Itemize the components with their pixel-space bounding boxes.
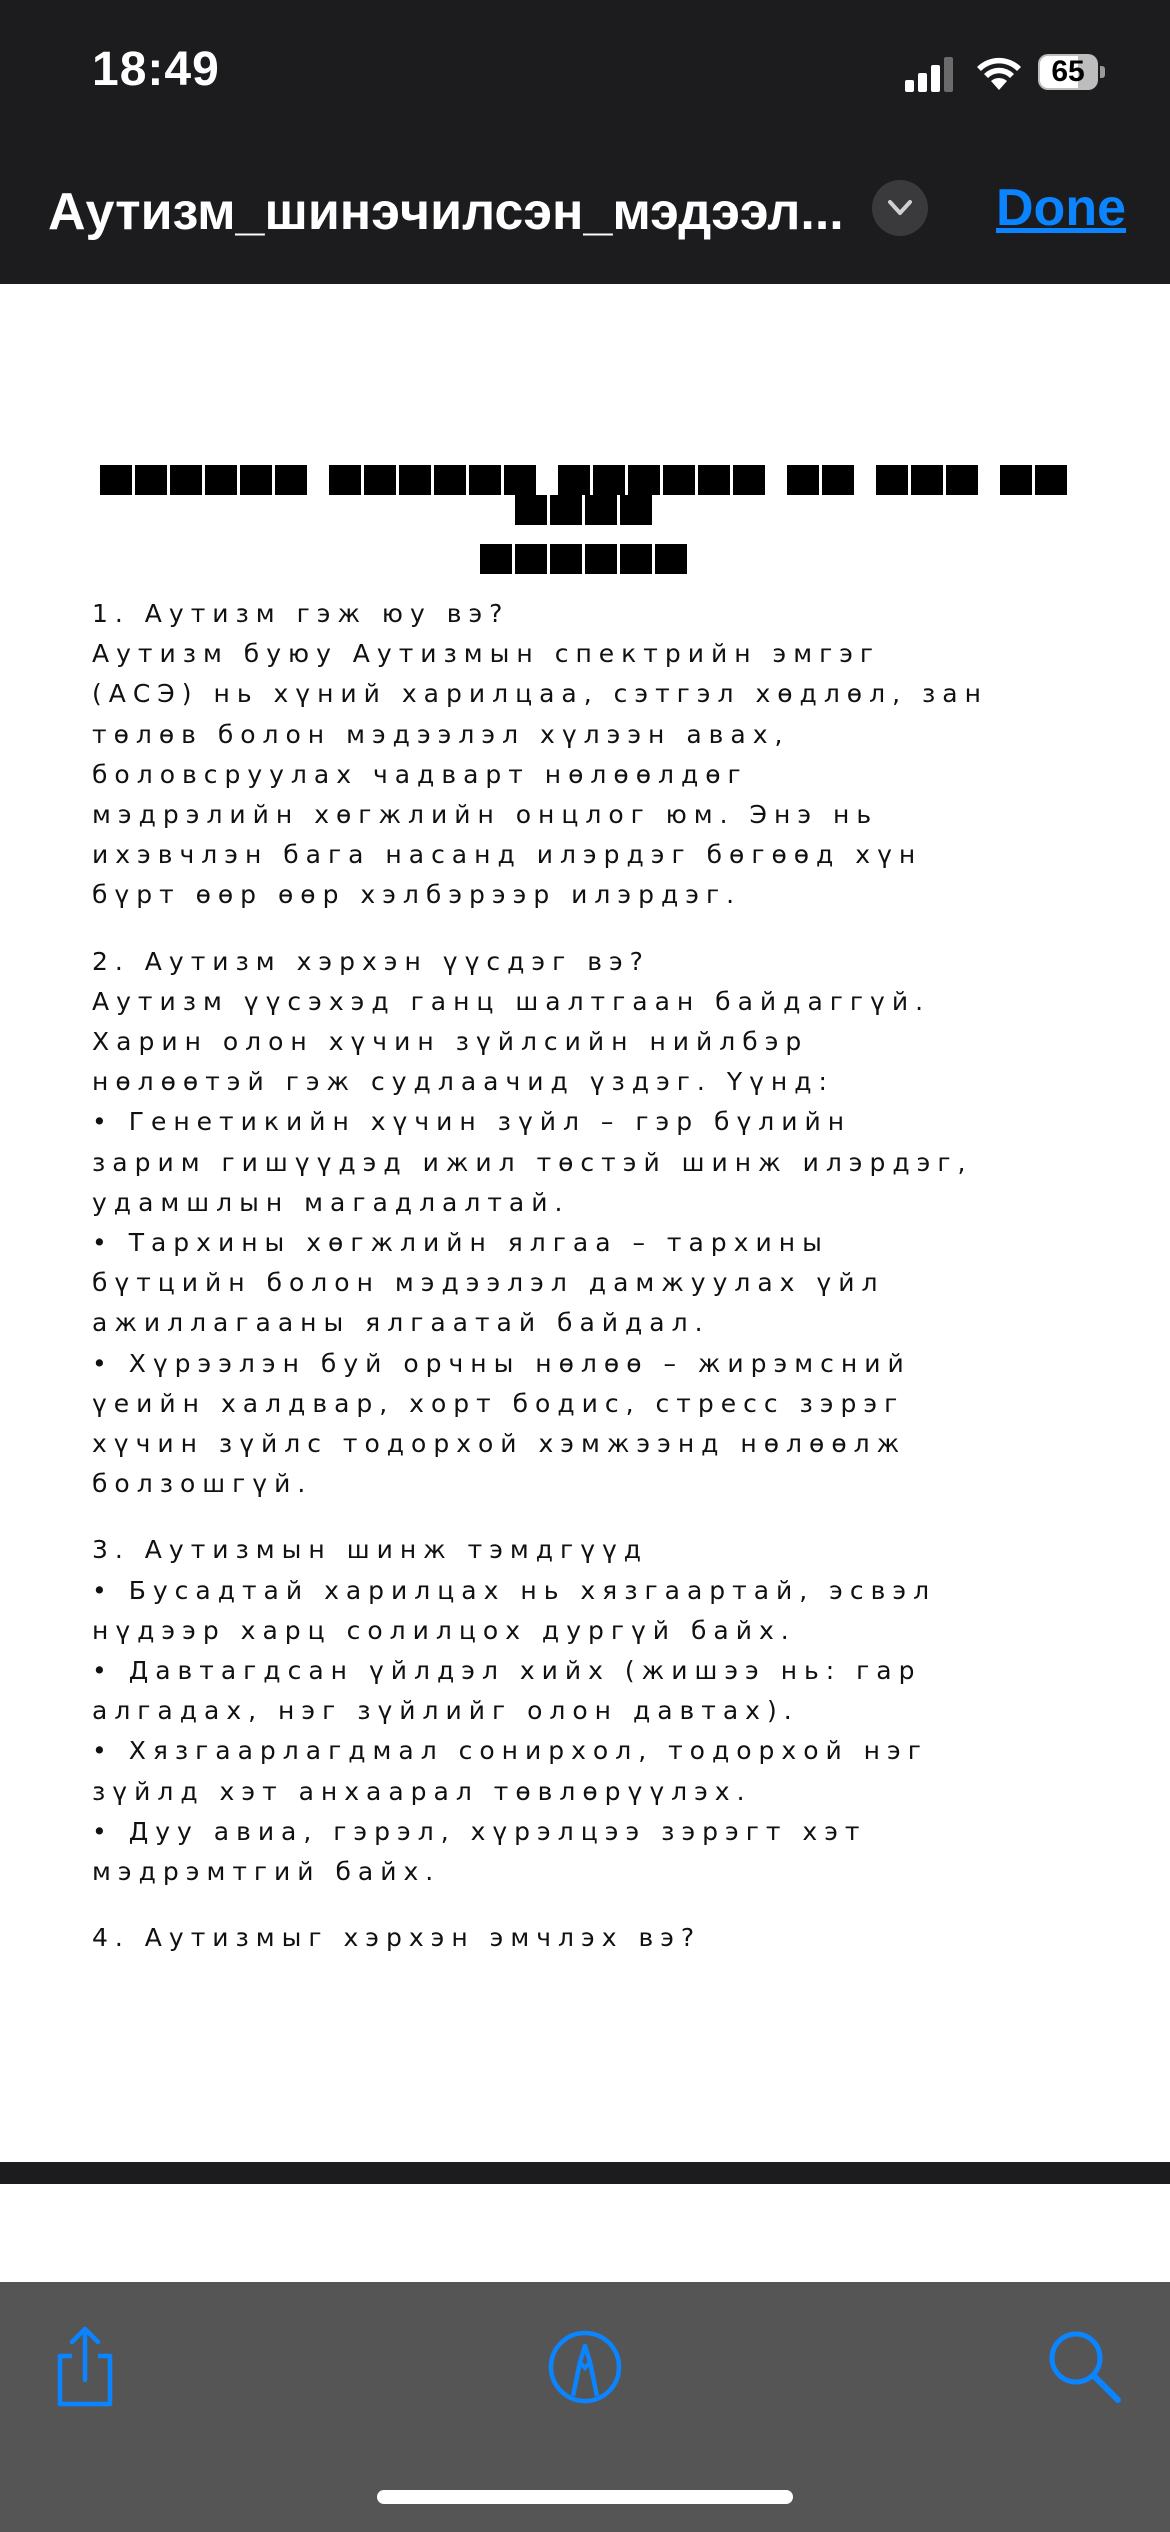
document-line: бүрт өөр өөр хэлбэрээр илэрдэг.	[92, 880, 742, 910]
next-page-top	[0, 2184, 1170, 2282]
document-line: • Хязгаарлагдмал сонирхол, тодорхой нэг	[92, 1736, 928, 1766]
document-line: алгадах, нэг зүйлийг олон давтах).	[92, 1696, 799, 1726]
document-line: нөлөөтэй гэж судлаачид үздэг. Үүнд:	[92, 1067, 834, 1097]
document-line: • Хүрээлэн буй орчны нөлөө – жирэмсний	[92, 1348, 911, 1378]
document-line: мэдрэлийн хөгжлийн онцлог юм. Энэ нь	[92, 800, 879, 830]
document-line: удамшлын магадлалтай.	[92, 1187, 570, 1217]
redacted-heading-line-1	[90, 464, 1080, 525]
signal-icon	[905, 56, 955, 92]
markup-icon	[540, 2322, 630, 2412]
search-icon	[1040, 2322, 1130, 2412]
section-heading: 2. Аутизм хэрхэн үүсдэг вэ?	[92, 946, 650, 976]
document-title[interactable]: Аутизм_шинэчилсэн_мэдээл...	[48, 183, 844, 241]
document-line: нүдээр харц солилцох дургүй байх.	[92, 1615, 796, 1645]
battery-level: 65	[1051, 55, 1085, 88]
document-line: ажиллагааны ялгаатай байдал.	[92, 1308, 710, 1338]
redacted-heading	[90, 464, 1080, 592]
wifi-icon	[975, 52, 1023, 92]
page-divider	[0, 2162, 1170, 2184]
document-line: • Давтагдсан үйлдэл хийх (жишээ нь: гар	[92, 1656, 922, 1686]
document-section	[92, 942, 1082, 1505]
document-line: Аутизм үүсэхэд ганц шалтгаан байдаггүй.	[92, 986, 931, 1016]
document-line: • Бусадтай харилцах нь хязгаартай, эсвэл	[92, 1575, 937, 1605]
document-line: зүйлд хэт анхаарал төвлөрүүлэх.	[92, 1776, 752, 1806]
title-menu-button[interactable]	[872, 180, 928, 236]
battery-icon	[1038, 54, 1106, 92]
document-line: хүчин зүйлс тодорхой хэмжээнд нөлөөлж	[92, 1429, 907, 1459]
document-line: • Дуу авиа, гэрэл, хүрэлцээ зэрэгт хэт	[92, 1816, 867, 1846]
document-body	[92, 594, 1082, 1985]
document-line: • Тархины хөгжлийн ялгаа – тархины	[92, 1228, 829, 1258]
status-time: 18:49	[92, 43, 220, 96]
chevron-down-icon	[886, 196, 914, 220]
home-indicator	[377, 2490, 793, 2504]
section-heading: 4. Аутизмыг хэрхэн эмчлэх вэ?	[92, 1923, 702, 1953]
document-line: үеийн халдвар, хорт бодис, стресс зэрэг	[92, 1388, 905, 1418]
search-button[interactable]	[1040, 2322, 1130, 2412]
document-section	[92, 1530, 1082, 1892]
document-line: мэдрэмтгий байх.	[92, 1857, 441, 1887]
document-line: болзошгүй.	[92, 1469, 313, 1499]
status-bar	[0, 0, 1170, 140]
document-line: төлөв болон мэдээлэл хүлээн авах,	[92, 719, 790, 749]
document-line: ихэвчлэн бага насанд илэрдэг бөгөөд хүн	[92, 840, 923, 870]
document-line: зарим гишүүдэд ижил төстэй шинж илэрдэг,	[92, 1147, 973, 1177]
markup-button[interactable]	[540, 2322, 630, 2412]
document-line: боловсруулах чадварт нөлөөлдөг	[92, 759, 748, 789]
document-line: (АСЭ) нь хүний харилцаа, сэтгэл хөдлөл, зан	[92, 679, 988, 709]
document-line: бүтцийн болон мэдээлэл дамжуулах үйл	[92, 1268, 885, 1298]
document-line: Аутизм буюу Аутизмын спектрийн эмгэг	[92, 639, 881, 669]
nav-bar	[0, 140, 1170, 284]
share-icon	[40, 2322, 130, 2412]
redacted-heading-line-2	[90, 543, 1080, 574]
document-section	[92, 1918, 1082, 1958]
document-page[interactable]	[0, 284, 1170, 2162]
document-section	[92, 594, 1082, 916]
section-heading: 3. Аутизмын шинж тэмдгүүд	[92, 1535, 649, 1565]
document-line: • Генетикийн хүчин зүйл – гэр бүлийн	[92, 1107, 852, 1137]
share-button[interactable]	[40, 2322, 130, 2412]
done-button[interactable]: Done	[996, 179, 1126, 237]
section-heading: 1. Аутизм гэж юу вэ?	[92, 599, 510, 628]
document-line: Харин олон хүчин зүйлсийн нийлбэр	[92, 1027, 809, 1057]
